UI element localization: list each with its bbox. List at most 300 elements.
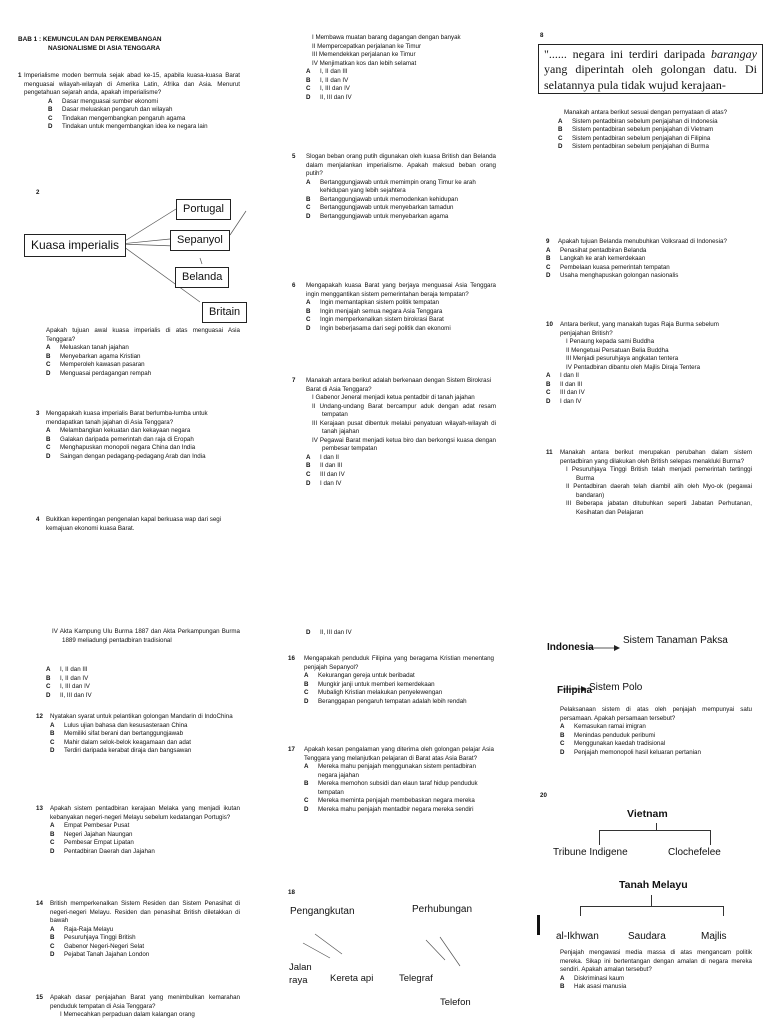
option-letter: B xyxy=(46,435,51,443)
option-letter: D xyxy=(560,748,565,756)
statement-item: I Pesuruhjaya Tinggi British telah menjadi pemerintah tertinggi Burma xyxy=(566,466,752,482)
option-letter: B xyxy=(48,106,53,114)
option-letter: A xyxy=(306,178,311,186)
option-c xyxy=(546,389,750,398)
option-text: Menguasai perdagangan rempah xyxy=(60,369,152,377)
option-letter: C xyxy=(306,316,311,324)
q2-options xyxy=(46,344,240,378)
q20-tree-stem xyxy=(656,823,657,830)
statement-item: II Pentadbiran daerah telah diambil alih oleh Myo-ok (pegawai bandaran) xyxy=(566,483,752,499)
option-letter: A xyxy=(48,97,53,105)
statement-item: III Memendekkan perjalanan ke Timur xyxy=(312,51,416,59)
q16-options xyxy=(288,672,494,706)
q18-label-perhubungan: Perhubungan xyxy=(412,904,473,915)
statement-item: I Memecahkan perpaduan dalam kalangan orang xyxy=(60,1011,195,1019)
option-c xyxy=(306,471,496,480)
option-letter: B xyxy=(306,307,311,315)
option-a xyxy=(50,722,240,731)
option-letter: C xyxy=(560,740,565,748)
q10-options xyxy=(546,372,750,406)
option-d xyxy=(546,398,750,407)
q20-vietnam: Vietnam xyxy=(627,808,668,820)
option-d xyxy=(46,370,240,379)
option-d xyxy=(50,848,240,857)
question-5: 5 Slogan beban orang putih digunakan oleh kuasa British dan Belanda dalam menjalankan imperialisme. Apakah maksud beban orang putih? A Bertanggungjawab untuk memimpin orang Timur ke arah kehidupan yang lebih sejahtera B Bertanggungjawab untuk memodenkan kehidupan C Bertanggungjawab untuk menyebarkan tamadun D Bertanggungjawab untuk menyebarkan agama xyxy=(292,153,496,220)
option-text: Menggunakan kaedah tradisional xyxy=(574,740,666,748)
question-13: 13 Apakah sistem pentadbiran kerajaan Melaka yang menjadi ikutan kebanyakan negeri-negeri Melayu sebelum kedatangan Portugis? A Empat Pembesar Pusat B Negeri Jajahan Naungan C Pembesar Empat Lipatan D Pentadbiran Daerah dan Jajahan xyxy=(36,805,240,855)
q19-system-tanaman-paksa: Sistem Tanaman Paksa xyxy=(623,635,728,646)
option-letter: A xyxy=(558,117,563,125)
option-text: Sistem pentadbiran sebelum penjajahan di Indonesia xyxy=(572,117,718,125)
option-text: II dan III xyxy=(320,462,343,470)
option-letter: A xyxy=(306,453,311,461)
q18-label-pengangkutan: Pengangkutan xyxy=(290,906,355,917)
option-text: Kekurangan gereja untuk beribadat xyxy=(318,672,415,680)
option-a xyxy=(306,68,496,77)
q3-options xyxy=(36,427,240,461)
option-d xyxy=(46,692,236,701)
q7-options xyxy=(292,454,496,488)
option-d xyxy=(306,325,496,334)
question-1: 1 Imperialisme moden bermula sejak abad ke-15, apabila kuasa-kuasa Barat menguasai wilayah-wilayah di Amerika Latin, Afrika dan Asia. Menurut pengetahuan sejarah anda, apakah imperialisme? A Dasar menguasai sumber ekonomi B Dasar meluaskan pengaruh dan wilayah C Tindakan mengembangkan pengaruh agama D Tindakan untuk mengembangkan idea ke negara lain xyxy=(18,72,240,131)
option-letter: B xyxy=(50,934,55,942)
option-text: Mereka meminta penjajah membebaskan negara mereka xyxy=(318,797,475,805)
question-11: 11 Manakah antara berikut merupakan perubahan dalam sistem pentadbiran yang dilakukan oleh British selepas menakluki Burma? I Pesuruhjaya Tinggi British telah menjadi pemerintah tertinggi Burma II Pentadbiran daerah telah diambil alih oleh Myo-ok (pegawai bandaran) III Beberapa jabatan ditubuhkan seperti Jabatan Perhutanan, Kesihatan dan Pelajaran xyxy=(546,449,752,516)
option-letter: D xyxy=(50,847,55,855)
option-b xyxy=(50,934,240,943)
q19-options xyxy=(560,723,752,757)
statement-item: IV Menjimatkan kos dan lebih selamat xyxy=(312,59,417,67)
option-text: Lulus ujian bahasa dan kesusasteraan China xyxy=(64,721,188,729)
option-text: I dan IV xyxy=(560,397,582,405)
option-letter: D xyxy=(306,479,311,487)
option-letter: C xyxy=(46,361,51,369)
option-c xyxy=(46,683,236,692)
option-d xyxy=(560,749,752,758)
q2-center-box: Kuasa imperialis xyxy=(24,234,126,257)
option-text: Negeri Jajahan Naungan xyxy=(64,830,133,838)
option-text: II dan III xyxy=(560,380,583,388)
q8-options xyxy=(528,118,750,152)
option-letter: B xyxy=(50,830,55,838)
option-c xyxy=(46,361,240,370)
option-text: Ingin menjajah semua negara Asia Tenggara xyxy=(320,307,443,315)
option-letter: A xyxy=(560,723,565,731)
option-letter: D xyxy=(558,143,563,151)
option-text: Tindakan untuk mengembangkan idea ke negara lain xyxy=(62,123,208,131)
option-text: Ingin memantapkan sistem politik tempatan xyxy=(320,299,439,307)
option-text: I dan II xyxy=(560,372,579,380)
option-letter: C xyxy=(48,114,53,122)
option-letter: C xyxy=(546,389,551,397)
option-letter: C xyxy=(304,689,309,697)
option-letter: A xyxy=(50,721,55,729)
option-text: Mahir dalam selok-belok keagamaan dan adat xyxy=(64,738,191,746)
option-text: Mereka mahu penjajah menggunakan sistem pentadbiran negara jajahan xyxy=(318,763,476,779)
option-text: Memperoleh kawasan pasaran xyxy=(60,361,145,369)
option-d xyxy=(50,747,240,756)
q15r-options xyxy=(306,629,496,638)
q18-label-jalan-raya: Jalan raya xyxy=(289,962,312,986)
q10-statements xyxy=(546,338,750,372)
option-c xyxy=(306,85,496,94)
question-15: 15 Apakah dasar penjajahan Barat yang menimbulkan kemarahan penduduk tempatan di Asia Tenggara? I Memecahkan perpaduan dalam kalangan orang xyxy=(36,994,240,1019)
option-text: Ingin memperkenalkan sistem birokrasi Barat xyxy=(320,316,444,324)
option-b xyxy=(50,730,240,739)
option-b xyxy=(46,353,240,362)
option-text: II, III dan IV xyxy=(320,629,352,636)
q18-label-kereta-api: Kereta api xyxy=(330,973,374,984)
option-d xyxy=(306,629,496,638)
option-c xyxy=(546,264,750,273)
option-text: Ingin beberjasama dari segi politik dan ekonomi xyxy=(320,324,451,332)
option-text: Usaha menghapuskan golongan nasionalis xyxy=(560,272,679,280)
option-b xyxy=(560,732,752,741)
option-letter: D xyxy=(546,397,551,405)
option-letter: A xyxy=(46,427,51,435)
option-b xyxy=(546,255,750,264)
option-c xyxy=(558,135,750,144)
option-c xyxy=(46,444,240,453)
option-text: Raja-Raja Melayu xyxy=(64,925,114,933)
option-text: Pesuruhjaya Tinggi British xyxy=(64,934,136,942)
option-a xyxy=(306,179,496,196)
option-c xyxy=(306,316,496,325)
q12-options xyxy=(36,722,240,756)
q20-options xyxy=(560,975,752,992)
statement-item: IV Akta Kampung Ulu Burma 1887 dan Akta Perkampungan Burma 1889 meliadungi pentadbiran tradisional xyxy=(52,628,240,644)
option-d xyxy=(304,698,494,707)
option-text: Dasar meluaskan pengaruh dan wilayah xyxy=(62,106,173,114)
option-letter: D xyxy=(306,324,311,332)
option-a xyxy=(46,344,240,353)
option-letter: D xyxy=(46,369,51,377)
option-letter: A xyxy=(50,822,55,830)
option-b xyxy=(306,308,496,317)
option-text: Pembesar Empat Lipatan xyxy=(64,839,134,847)
option-text: Bertanggungjawab untuk memodenkan kehidupan xyxy=(320,195,458,203)
question-17: 17 Apakah kesan pengalaman yang diterima oleh golongan pelajar Asia Tenggara yang melanjutkan pelajaran di Barat atas Asia Barat? A Mereka mahu penjajah menggunakan sistem pentadbiran negara jajahan B Mereka memohon subsidi dan elaun taraf hidup penduduk tempatan C Mereka meminta penjajah membebaskan negara mereka D Mereka mahu penjajah mentadbir negara mereka sendiri xyxy=(288,746,494,813)
option-text: I, III dan IV xyxy=(60,683,90,691)
option-a xyxy=(546,372,750,381)
option-letter: B xyxy=(46,352,51,360)
question-10: 10 Antara berikut, yang manakah tugas Raja Burma sebelum penjajahan British? I Penaung kepada sami Buddha II Mengetuai Persatuan Belia Buddha III Menjadi pesuruhjaya angkatan tentera IV Pentadbiran dibantu oleh Majlis Diraja Tentera A I dan II B II dan III C III dan IV D I dan IV xyxy=(546,321,750,406)
option-letter: D xyxy=(48,123,53,131)
option-text: I dan IV xyxy=(320,479,342,487)
question-8: Manakah antara berikut sesuai dengan pernyataan di atas? A Sistem pentadbiran sebelum penjajahan di Indonesia B Sistem pentadbiran sebelum penjajahan di Vietnam C Sistem pentadbiran sebelum penjajahan di Filipina D Sistem pentadbiran sebelum penjajahan di Burma xyxy=(528,109,750,152)
q2-box-sepanyol: Sepanyol xyxy=(170,230,230,251)
option-text: Sistem pentadbiran sebelum penjajahan di Filipina xyxy=(572,134,711,142)
option-text: Gabenor Negeri-Negeri Selat xyxy=(64,942,145,950)
option-letter: A xyxy=(546,246,551,254)
option-text: I, II dan IV xyxy=(320,76,349,84)
option-letter: A xyxy=(560,974,565,982)
option-letter: A xyxy=(46,344,51,352)
question-4-continued xyxy=(306,34,496,102)
q9-options xyxy=(546,247,750,281)
question-2-number: 2 xyxy=(36,189,40,196)
statement-item: III Beberapa jabatan ditubuhkan seperti Jabatan Perhutanan, Kesihatan dan Pelajaran xyxy=(566,500,752,516)
statement-item: I Gabenor Jeneral menjadi ketua pentadbir di tanah jajahan xyxy=(312,394,475,402)
option-letter: D xyxy=(50,951,55,959)
option-letter: B xyxy=(304,680,309,688)
statement-item: II Undang-undang Barat bercampur aduk dengan adat resam tempatan xyxy=(312,402,496,419)
option-letter: C xyxy=(50,839,55,847)
option-text: Hak asasi manusia xyxy=(574,983,627,991)
option-text: II, III dan IV xyxy=(60,691,92,699)
option-c xyxy=(50,839,240,848)
option-text: Menyebarkan agama Kristian xyxy=(60,352,141,360)
q15-statements xyxy=(36,1011,240,1020)
option-letter: C xyxy=(546,263,551,271)
option-text: Melambangkan kekuatan dan kekayaan negara xyxy=(60,427,191,435)
option-letter: C xyxy=(46,683,51,691)
question-11-continued xyxy=(52,628,240,645)
question-9: 9 Apakah tujuan Belanda menubuhkan Volksraad di Indonesia? A Penasihat pentadbiran Belanda B Langkah ke arah kemerdekaan C Pembelaan kuasa pemerintah tempatan D Usaha menghapuskan golongan nasionalis xyxy=(546,238,750,281)
option-d xyxy=(558,143,750,152)
option-letter: B xyxy=(304,780,309,788)
option-letter: B xyxy=(560,983,565,991)
q11r-statements xyxy=(52,628,240,645)
option-letter: A xyxy=(304,763,309,771)
question-20: Penjajah mengawasi media massa di atas mengancam politik mereka. Sikap ini bertentangan dengan amalan di negara mereka sendiri. Apakah amalan tersebut? A Diskriminasi kaum B Hak asasi manusia xyxy=(560,949,752,991)
option-text: II, III dan IV xyxy=(320,93,352,101)
option-text: I, II dan III xyxy=(320,68,348,76)
q4r-options xyxy=(306,68,496,102)
option-letter: D xyxy=(306,212,311,220)
question-19: Pelaksanaan sistem di atas oleh penjajah mempunyai satu persamaan. Apakah persamaan tersebut? A Kemasukan ramai imigran B Menindas penduduk peribumi C Menggunakan kaedah tradisional D Penjajah memonopoli hasil keluaran pertanian xyxy=(560,706,752,756)
q20-al-ikhwan: al-Ikhwan xyxy=(556,931,599,942)
question-4: 4 Bukitkan kepentingan pengenalan kapal berkuasa wap dari segi kemajuan ekonomi kuasa Barat. xyxy=(36,516,222,532)
q6-options xyxy=(292,299,496,333)
option-text: Mubaligh Kristian melakukan penyelewengan xyxy=(318,689,443,697)
option-text: Pejabat Tanah Jajahan London xyxy=(64,951,150,959)
option-letter: D xyxy=(546,272,551,280)
option-a xyxy=(306,454,496,463)
option-a xyxy=(46,666,236,675)
question-8-number: 8 xyxy=(540,32,544,39)
option-text: Penjajah memonopoli hasil keluaran pertanian xyxy=(574,748,701,756)
option-text: Kemasukan ramai imigran xyxy=(574,723,646,731)
option-d xyxy=(50,951,240,960)
option-letter: D xyxy=(304,697,309,705)
option-text: Mereka mahu penjajah mentadbir negara mereka sendiri xyxy=(318,805,474,813)
option-letter: B xyxy=(558,126,563,134)
option-letter: B xyxy=(306,462,311,470)
statement-item: IV Pegawai Barat menjadi ketua biro dan berkongsi kuasa dengan pembesar tempatan xyxy=(312,436,496,453)
option-letter: B xyxy=(546,255,551,263)
q20-clochefelee: Clochefelee xyxy=(668,847,721,858)
option-text: Mungkir janji untuk memberi kemerdekaan xyxy=(318,680,435,688)
option-a xyxy=(304,672,494,681)
q17-options xyxy=(288,763,494,814)
option-b xyxy=(304,681,494,690)
q11-statements xyxy=(546,466,752,517)
option-text: Sistem pentadbiran sebelum penjajahan di Vietnam xyxy=(572,126,714,134)
q11r-options xyxy=(46,666,236,700)
option-a xyxy=(50,926,240,935)
q5-options xyxy=(292,179,496,222)
question-2: Apakah tujuan awal kuasa imperialis di atas menguasai Asia Tenggara? A Meluaskan tanah jajahan B Menyebarkan agama Kristian C Memperoleh kawasan pasaran D Menguasai perdagangan rempah xyxy=(46,327,240,377)
option-letter: D xyxy=(304,805,309,813)
option-letter: C xyxy=(304,797,309,805)
q2-box-britain: Britain xyxy=(202,302,247,323)
option-text: Bertanggungjawab untuk memimpin orang Timur ke arah kehidupan yang lebih sejahtera xyxy=(320,178,476,195)
option-letter: D xyxy=(306,629,311,636)
q20-margin-bar xyxy=(537,915,540,935)
statement-item: IV Pentadbiran dibantu oleh Majlis Diraja Tentera xyxy=(566,363,701,371)
option-a xyxy=(304,763,494,780)
option-c xyxy=(560,740,752,749)
question-12: 12 Nyatakan syarat untuk pelantikan golongan Mandarin di IndoChina A Lulus ujian bahasa dan kesusasteraan China B Memiliki sifat berani dan bertanggungjawab C Mahir dalam selok-belok keagamaan dan adat D Terdiri daripada kerabat diraja dan bangsawan xyxy=(36,713,240,756)
option-text: Memiliki sifat berani dan bertanggungjawab xyxy=(64,730,184,738)
option-letter: A xyxy=(46,666,51,673)
option-letter: C xyxy=(558,134,563,142)
option-d xyxy=(304,806,494,815)
option-d xyxy=(46,453,240,462)
option-letter: A xyxy=(306,68,311,76)
option-c xyxy=(304,689,494,698)
option-c xyxy=(306,204,496,213)
option-c xyxy=(304,797,494,806)
option-text: Meluaskan tanah jajahan xyxy=(60,344,129,352)
option-letter: C xyxy=(50,738,55,746)
option-text: Terdiri daripada kerabat diraja dan bangsawan xyxy=(64,747,192,755)
option-text: Diskriminasi kaum xyxy=(574,974,625,982)
option-text: I, II dan IV xyxy=(60,674,89,682)
q7-statements xyxy=(292,394,496,454)
option-letter: A xyxy=(304,672,309,680)
q13-options xyxy=(36,822,240,856)
option-b xyxy=(306,196,496,205)
q18-label-telegraf: Telegraf xyxy=(399,973,433,984)
option-b xyxy=(46,436,240,445)
option-text: Tindakan mengembangkan pengaruh agama xyxy=(62,114,186,122)
option-text: Penasihat pentadbiran Belanda xyxy=(560,246,647,254)
option-text: Sistem pentadbiran sebelum penjajahan di Burma xyxy=(572,143,709,151)
option-letter: B xyxy=(560,731,565,739)
question-20-number: 20 xyxy=(540,792,547,799)
question-16: 16 Mengapakah penduduk Filipina yang beragama Kristian menentang penjajah Sepanyol? A Kekurangan gereja untuk beribadat B Mungkir janji untuk memberi kemerdekaan C Mubaligh Kristian melakukan penyelewengan D Beranggapan pengaruh tempatan adalah lebih rendah xyxy=(288,655,494,705)
option-b xyxy=(560,983,752,992)
question-18-number: 18 xyxy=(288,889,295,896)
question-3: 3 Mengapakah kuasa imperialis Barat berlumba-lumba untuk mendapatkan tanah jajahan di Asia Tenggara? A Melambangkan kekuatan dan kekayaan negara B Galakan daripada pemerintah dan raja di Eropah C Menghapuskan monopoli negara China dan India D Saingan dengan pedagang-pedagang Arab dan India xyxy=(36,410,240,461)
statement-item: I Membawa muatan barang dagangan dengan banyak xyxy=(312,34,461,41)
option-c xyxy=(50,943,240,952)
question-6: 6 Mengapakah kuasa Barat yang berjaya menguasai Asia Tenggara ingin menggantikan sistem pemerintahan beraja tempatan? A Ingin memantapkan sistem politik tempatan B Ingin menjajah semua negara Asia Tenggara C Ingin memperkenalkan sistem birokrasi Barat D Ingin beberjasama dari segi politik dan ekonomi xyxy=(292,282,496,332)
option-letter: D xyxy=(306,93,311,101)
option-letter: C xyxy=(50,942,55,950)
q19-country-indonesia: Indonesia xyxy=(547,642,594,653)
option-a xyxy=(560,975,752,984)
q19-country-filipina: Filipina xyxy=(557,685,592,696)
q18-label-telefon: Telefon xyxy=(440,997,471,1008)
option-text: Mereka memohon subsidi dan elaun taraf hidup penduduk tempatan xyxy=(318,780,478,796)
option-a xyxy=(560,723,752,732)
option-d xyxy=(306,480,496,489)
option-letter: C xyxy=(306,85,311,93)
option-text: Pentadbiran Daerah dan Jajahan xyxy=(64,847,155,855)
option-letter: C xyxy=(306,471,311,479)
q20-saudara: Saudara xyxy=(628,931,666,942)
statement-item: III Kerajaan pusat dibentuk melalui penyatuan wilayah-wilayah di tanah jajahan xyxy=(312,419,496,436)
option-a xyxy=(306,299,496,308)
option-b xyxy=(546,381,750,390)
option-letter: C xyxy=(46,444,51,452)
q2-box-belanda: Belanda xyxy=(175,267,229,288)
option-text: Pembelaan kuasa pemerintah tempatan xyxy=(560,263,670,271)
option-b xyxy=(306,462,496,471)
option-text: Saingan dengan pedagang-pedagang Arab dan India xyxy=(60,452,206,460)
option-letter: B xyxy=(46,674,51,682)
option-text: I dan II xyxy=(320,453,339,461)
option-c xyxy=(50,739,240,748)
q4r-statements xyxy=(306,34,496,68)
option-text: III dan IV xyxy=(320,471,345,479)
q8-quote-box: "...... negara ini terdiri daripada barangay yang diperintah oleh golongan datu. Di selatannya pula tidak wujud kerajaan- xyxy=(538,44,763,94)
option-b xyxy=(306,77,496,86)
option-b xyxy=(50,831,240,840)
q14-options xyxy=(36,926,240,960)
option-text: Bertanggungjawab untuk menyebarkan tamadun xyxy=(320,204,454,212)
option-letter: D xyxy=(50,747,55,755)
option-text: Bertanggungjawab untuk menyebarkan agama xyxy=(320,212,449,220)
option-d xyxy=(306,94,496,103)
chapter-title: BAB 1 : KEMUNCULAN DAN PERKEMBANGAN NASIONALISME DI ASIA TENGGARA xyxy=(18,36,162,52)
option-text: Galakan daripada pemerintah dan raja di Eropah xyxy=(60,435,194,443)
option-a xyxy=(558,118,750,127)
option-d xyxy=(546,272,750,281)
option-letter: D xyxy=(46,691,51,699)
q2-box-portugal: Portugal xyxy=(176,199,231,220)
option-text: Menindas penduduk peribumi xyxy=(574,731,656,739)
option-text: Menghapuskan monopoli negara China dan India xyxy=(60,444,196,452)
option-d xyxy=(306,213,496,222)
statement-item: II Mempercepatkan perjalanan ke Timur xyxy=(312,42,422,50)
option-text: Empat Pembesar Pusat xyxy=(64,822,130,830)
option-a xyxy=(50,822,240,831)
q19-system-polo: Sistem Polo xyxy=(589,682,643,693)
option-letter: A xyxy=(306,299,311,307)
question-14: 14 British memperkenalkan Sistem Residen dan Sistem Penasihat di negeri-negeri Melayu. Residen dan penasihat British diletakkan di bawah A Raja-Raja Melayu B Pesuruhjaya Tinggi British C Gabenor Negeri-Negeri Selat D Pejabat Tanah Jajahan London xyxy=(36,900,240,959)
statement-item: III Menjadi pesuruhjaya angkatan tentera xyxy=(566,355,679,363)
option-letter: B xyxy=(306,195,311,203)
option-text: I, II dan III xyxy=(60,666,88,673)
question-7: 7 Manakah antara berikut adalah berkenaan dengan Sistem Birokrasi Barat di Asia Tenggara? I Gabenor Jeneral menjadi ketua pentadbir di tanah jajahan II Undang-undang Barat bercampur aduk dengan adat resam tempatan III Kerajaan pusat dibentuk melalui penyatuan wilayah-wilayah di tanah jajahan IV Pegawai Barat menjadi ketua biro dan berkongsi kuasa dengan pembesar tempatan A I dan II B II dan III C III dan IV D I dan IV xyxy=(292,377,496,487)
option-letter: C xyxy=(306,204,311,212)
option-b xyxy=(46,675,236,684)
q20-tribune-indigene: Tribune Indigene xyxy=(553,847,628,858)
option-text: Langkah ke arah kemerdekaan xyxy=(560,255,646,263)
option-letter: B xyxy=(306,76,311,84)
option-b xyxy=(558,126,750,135)
option-text: Beranggapan pengaruh tempatan adalah lebih rendah xyxy=(318,697,467,705)
option-text: Dasar menguasai sumber ekonomi xyxy=(62,97,158,105)
option-letter: A xyxy=(50,925,55,933)
q20-tree-branch xyxy=(599,830,710,831)
q20-majlis: Majlis xyxy=(701,931,727,942)
option-letter: B xyxy=(50,730,55,738)
question-15-options xyxy=(306,629,496,638)
option-text: I, III dan IV xyxy=(320,85,350,93)
option-text: III dan IV xyxy=(560,389,585,397)
option-letter: D xyxy=(46,452,51,460)
question-11-options xyxy=(46,666,236,700)
option-a xyxy=(46,427,240,436)
option-a xyxy=(546,247,750,256)
q20-tanah-melayu: Tanah Melayu xyxy=(619,879,688,891)
option-b xyxy=(304,780,494,797)
